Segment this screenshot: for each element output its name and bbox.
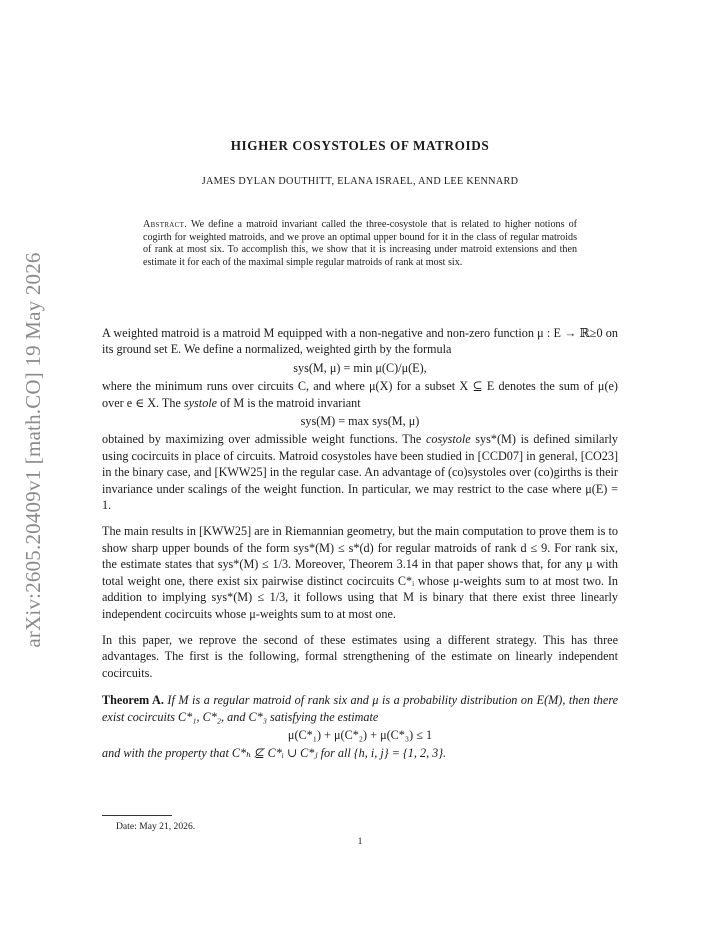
theorem-statement: If M is a regular matroid of rank six and μ is a probability distribution on E(M), then there exist cocircuits C*₁, C*₂, and C*₃ satisfying the estimate (102, 693, 619, 724)
abstract-heading: Abstract. (143, 219, 188, 230)
theorem-tail-text: and with the property that C*ₕ ⊈ C*ᵢ ∪ C*ⱼ for all {h, i, j} = {1, 2, 3}. (102, 746, 447, 761)
footnote-rule (102, 815, 172, 816)
paragraph-this-paper: In this paper, we reprove the second of these estimates using a different strategy. This has three advantages. The first is the following, formal strengthening of the estimate on linearly independent cocircuits. (102, 632, 618, 680)
paper-title: HIGHER COSYSTOLES OF MATROIDS (230, 138, 490, 153)
footnote-date: Date: May 21, 2026. (116, 821, 196, 832)
abstract (143, 219, 577, 269)
equation-weighted-girth: sys(M, μ) = min μ(C)/μ(E), (293, 360, 427, 375)
systole-term: systole (183, 395, 218, 410)
cosystole-term: cosystole (425, 432, 471, 447)
page-number: 1 (357, 836, 363, 847)
theorem-a (102, 692, 618, 725)
paper-authors: JAMES DYLAN DOUTHITT, ELANA ISRAEL, AND LEE KENNARD (201, 176, 519, 187)
paragraph-cosystole-text-b: sys*(M) is defined similarly using cocircuits in place of circuits. Matroid cosystoles have been studied in [CCD07] in general, [CO23] in the binary case, and [KWW25] in the regular case. An advantage of (co)systoles over (co)girths is their invariance under scalings of the weight function. In particular, we may restrict to the case where μ(E) = 1. (102, 432, 618, 513)
arxiv-stamp (18, 240, 48, 660)
equation-systole: sys(M) = max sys(M, μ) (300, 414, 420, 429)
arxiv-stamp-text: arXiv:2605.20409v1 [math.CO] 19 May 2026 (21, 252, 45, 648)
theorem-label: Theorem A. (102, 693, 164, 708)
main-body (102, 325, 618, 762)
theorem-tail (102, 745, 618, 761)
paragraph-cosystole-text-a: obtained by maximizing over admissible weight functions. The (102, 432, 426, 447)
paragraph-main-results: The main results in [KWW25] are in Riemannian geometry, but the main computation to prove them is to show sharp upper bounds of the form sys*(M) ≤ s*(d) for regular matroids of rank d ≤ 9. For rank six, the estimate states that sys*(M) ≤ 1/3. Moreover, Theorem 3.14 in that paper shows that, for any μ with total weight one, there exist six pairwise distinct cocircuits C*ᵢ whose μ-weights sum to at most two. In addition to implying sys*(M) ≤ 1/3, it follows using that M is binary that there exist three linearly independent cocircuits whose μ-weights sum to at most one. (102, 524, 618, 621)
paragraph-intro: A weighted matroid is a matroid M equipped with a non-negative and non-zero function μ : E → ℝ≥0 on its ground set E. We define a normalized, weighted girth by the formula (102, 326, 618, 357)
paragraph-systole-text-a: where the minimum runs over circuits C, and where μ(X) for a subset X ⊆ E denotes the sum of μ(e) over e ∈ X. The (102, 379, 618, 410)
paragraph-systole (102, 378, 618, 411)
paragraph-systole-text-b: of M is the matroid invariant (217, 395, 361, 410)
paragraph-cosystole (102, 431, 618, 513)
abstract-text: We define a matroid invariant called the three-cosystole that is related to higher notions of cogirth for weighted matroids, and we prove an optimal upper bound for it in the class of regular matroids of rank at most six. To accomplish this, we show that it is increasing under matroid extensions and then estimate it for each of the maximal simple regular matroids of rank at most six. (143, 219, 578, 268)
theorem-equation: μ(C*₁) + μ(C*₂) + μ(C*₃) ≤ 1 (287, 727, 433, 742)
